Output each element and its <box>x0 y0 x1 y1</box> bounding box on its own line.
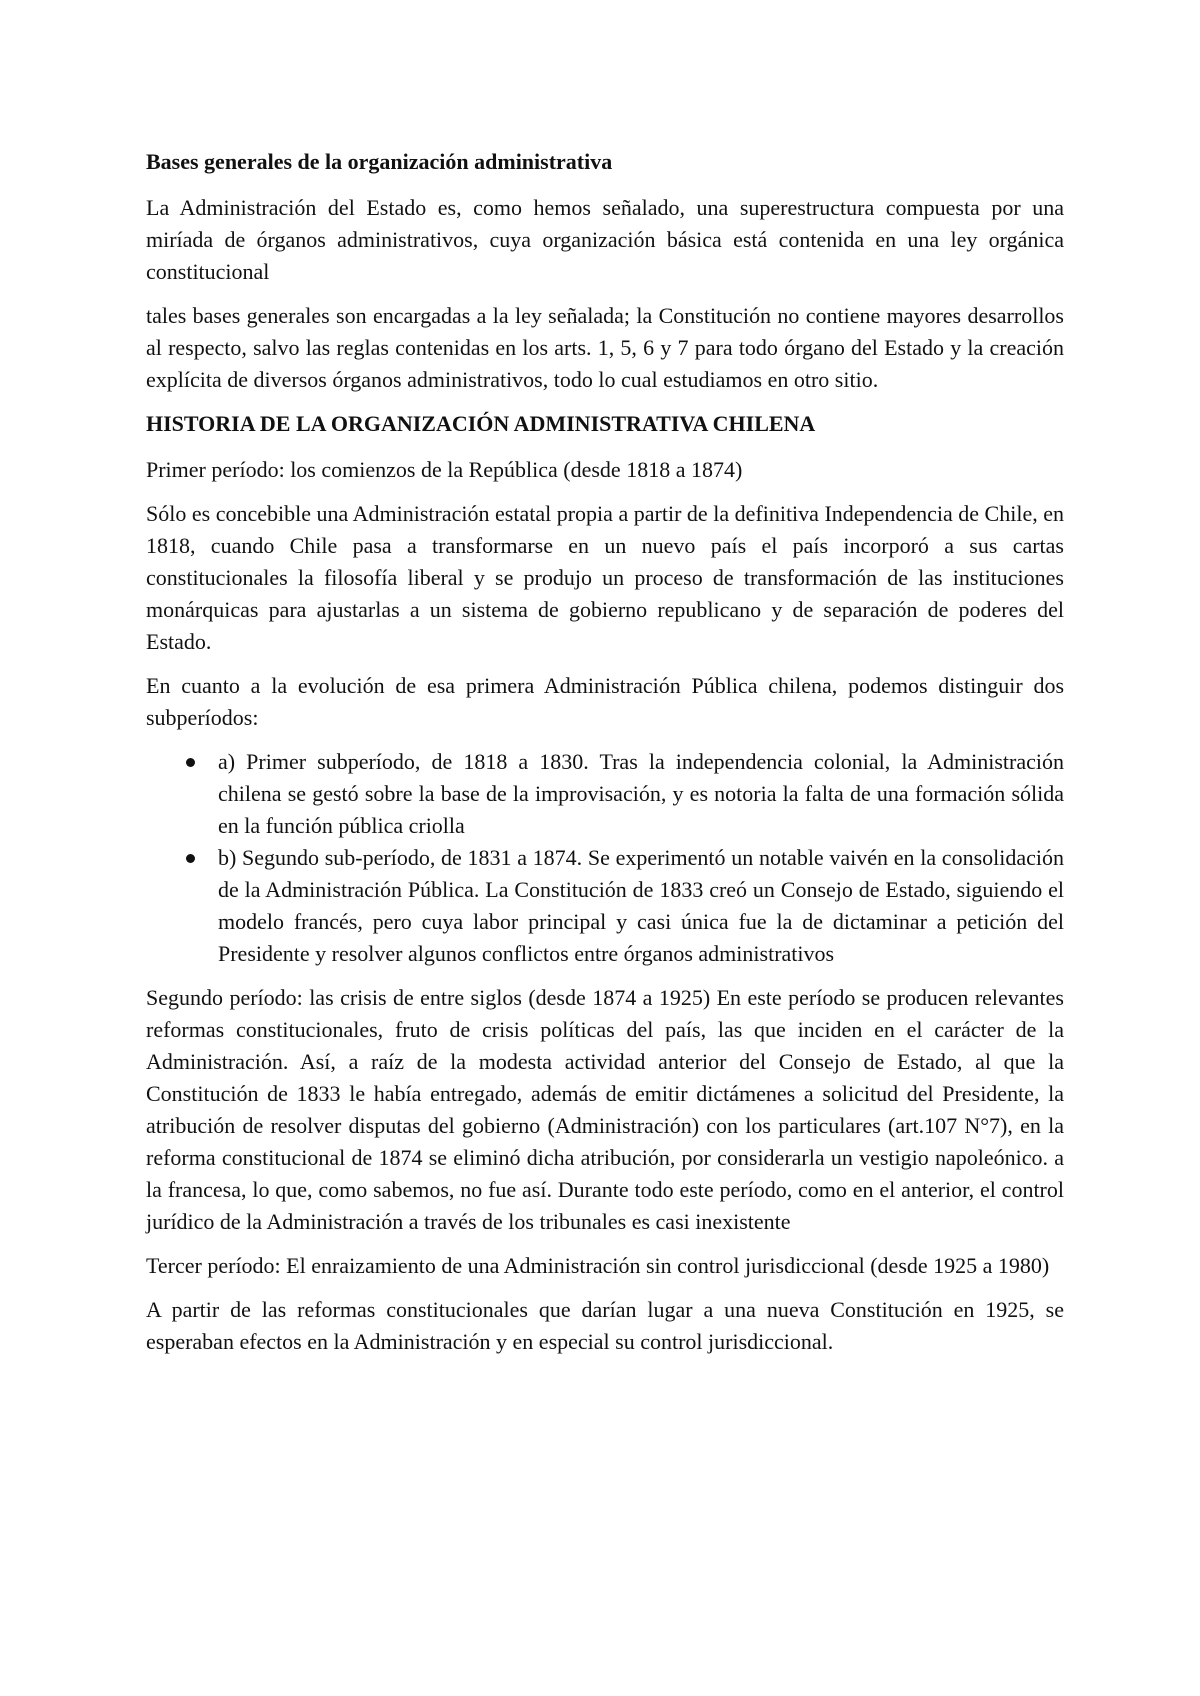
document-title: Bases generales de la organización administrativa <box>146 149 613 174</box>
paragraph-subperiods: En cuanto a la evolución de esa primera Administración Pública chilena, podemos distinguir dos subperíodos: <box>146 673 1064 730</box>
bullet-icon <box>186 758 195 767</box>
paragraph-bases: tales bases generales son encargadas a la ley señalada; la Constitución no contiene mayores desarrollos al respecto, salvo las reglas contenidas en los arts. 1, 5, 6 y 7 para todo órgano del Estado y la creación explícita de diversos órganos administrativos, todo lo cual estudiamos en otro sitio. <box>146 303 1064 392</box>
list-item <box>146 842 1064 970</box>
list-item <box>146 746 1064 842</box>
list-item-text: b) Segundo sub-período, de 1831 a 1874. Se experimentó un notable vaivén en la consolidación de la Administración Pública. La Constitución de 1833 creó un Consejo de Estado, siguiendo el modelo francés, pero cuya labor principal y casi única fue la de dictaminar a petición del Presidente y resolver algunos conflictos entre órganos administrativos <box>218 845 1064 966</box>
document-body <box>146 146 1064 1370</box>
bullet-icon <box>186 854 195 863</box>
subperiod-list <box>146 746 1064 970</box>
section-title: HISTORIA DE LA ORGANIZACIÓN ADMINISTRATIVA CHILENA <box>146 411 816 436</box>
paragraph-independence: Sólo es concebible una Administración estatal propia a partir de la definitiva Independencia de Chile, en 1818, cuando Chile pasa a transformarse en un nuevo país el país incorporó a sus cartas constitucionales la filosofía liberal y se produjo un proceso de transformación de las instituciones monárquicas para ajustarlas a un sistema de gobierno republicano y de separación de poderes del Estado. <box>146 501 1064 654</box>
paragraph-intro: La Administración del Estado es, como hemos señalado, una superestructura compuesta por una miríada de órganos administrativos, cuya organización básica está contenida en una ley orgánica constitucional <box>146 195 1064 284</box>
period-heading-3: Tercer período: El enraizamiento de una Administración sin control jurisdiccional (desde 1925 a 1980) <box>146 1253 1050 1278</box>
list-item-text: a) Primer subperíodo, de 1818 a 1830. Tras la independencia colonial, la Administración chilena se gestó sobre la base de la improvisación, y es notoria la falta de una formación sólida en la función pública criolla <box>218 749 1064 838</box>
paragraph-reforms: A partir de las reformas constitucionales que darían lugar a una nueva Constitución en 1925, se esperaban efectos en la Administración y en especial su control jurisdiccional. <box>146 1297 1064 1354</box>
paragraph-second-period: Segundo período: las crisis de entre siglos (desde 1874 a 1925) En este período se producen relevantes reformas constitucionales, fruto de crisis políticas del país, las que inciden en el carácter de la Administración. Así, a raíz de la modesta actividad anterior del Consejo de Estado, al que la Constitución de 1833 le había entregado, además de emitir dictámenes a solicitud del Presidente, la atribución de resolver disputas del gobierno (Administración) con los particulares (art.107 N°7), en la reforma constitucional de 1874 se eliminó dicha atribución, por considerarla un vestigio napoleónico. a la francesa, lo que, como sabemos, no fue así. Durante todo este período, como en el anterior, el control jurídico de la Administración a través de los tribunales es casi inexistente <box>146 985 1064 1234</box>
period-heading-1: Primer período: los comienzos de la República (desde 1818 a 1874) <box>146 457 743 482</box>
